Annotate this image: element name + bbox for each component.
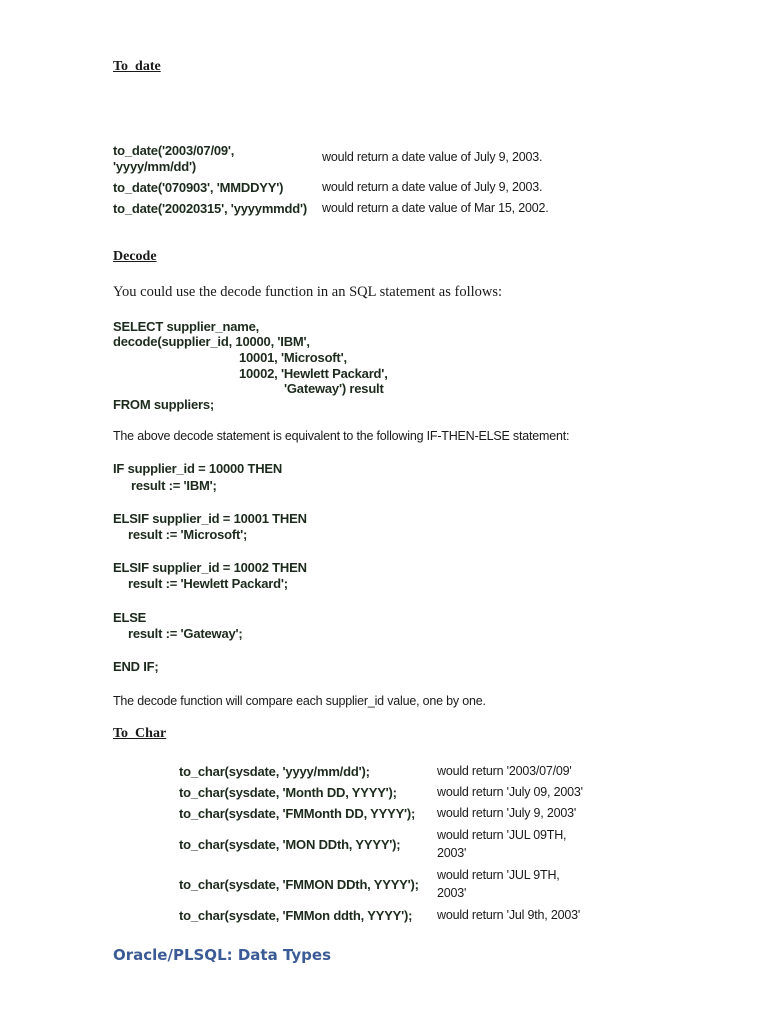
to-date-row-3-fn: to_date('20020315', 'yyyymmdd'): [113, 201, 308, 216]
to-date-row-3-result: would return a date value of Mar 15, 2002.: [322, 201, 549, 215]
to-date-row-1-fn-line2: 'yyyy/mm/dd'): [113, 159, 197, 174]
sql-line: 10002, 'Hewlett Packard',: [239, 366, 388, 381]
decode-heading: Decode: [113, 249, 157, 264]
to-char-row-6-result: would return 'Jul 9th, 2003': [437, 908, 581, 922]
sql-line: SELECT supplier_name,: [113, 319, 260, 334]
to-char-row-4-fn: to_char(sysdate, 'MON DDth, YYYY');: [179, 837, 401, 852]
sql-line: 10001, 'Microsoft',: [239, 350, 347, 365]
if-line: ELSE: [113, 610, 147, 625]
if-line: IF supplier_id = 10000 THEN: [113, 461, 283, 476]
if-line: END IF;: [113, 659, 159, 674]
to-date-row-1-result: would return a date value of July 9, 2003.: [322, 150, 543, 164]
to-char-row-1-fn: to_char(sysdate, 'yyyy/mm/dd');: [179, 764, 370, 779]
to-char-row-4-result-line1: would return 'JUL 09TH,: [437, 828, 567, 842]
to-date-heading: To_date: [113, 59, 161, 74]
to-char-heading: To_Char: [113, 726, 167, 741]
to-char-row-5-result-line2: 2003': [437, 886, 467, 900]
to-char-row-5-fn: to_char(sysdate, 'FMMON DDth, YYYY');: [179, 877, 419, 892]
if-line: result := 'Hewlett Packard';: [128, 576, 288, 591]
decode-equivalence-text: The above decode statement is equivalent to the following IF-THEN-ELSE statement:: [113, 429, 570, 443]
to-char-row-4-result-line2: 2003': [437, 846, 467, 860]
sql-line: 'Gateway') result: [284, 381, 384, 396]
to-char-row-3-result: would return 'July 9, 2003': [437, 806, 577, 820]
if-line: result := 'Gateway';: [128, 626, 243, 641]
to-date-row-2-fn: to_date('070903', 'MMDDYY'): [113, 180, 284, 195]
to-char-row-6-fn: to_char(sysdate, 'FMMon ddth, YYYY');: [179, 908, 413, 923]
if-line: result := 'IBM';: [131, 478, 217, 493]
if-line: ELSIF supplier_id = 10002 THEN: [113, 560, 307, 575]
to-date-row-2-result: would return a date value of July 9, 2003.: [322, 180, 543, 194]
to-char-row-1-result: would return '2003/07/09': [437, 764, 572, 778]
to-char-row-5-result-line1: would return 'JUL 9TH,: [437, 868, 560, 882]
to-char-row-2-fn: to_char(sysdate, 'Month DD, YYYY');: [179, 785, 397, 800]
decode-compare-text: The decode function will compare each supplier_id value, one by one.: [113, 694, 486, 708]
sql-line: decode(supplier_id, 10000, 'IBM',: [113, 334, 310, 349]
decode-intro-text: You could use the decode function in an SQL statement as follows:: [113, 284, 503, 300]
to-char-row-3-fn: to_char(sysdate, 'FMMonth DD, YYYY');: [179, 806, 416, 821]
data-types-heading: Oracle/PLSQL: Data Types: [113, 946, 331, 964]
if-line: ELSIF supplier_id = 10001 THEN: [113, 511, 307, 526]
if-line: result := 'Microsoft';: [128, 527, 248, 542]
sql-line: FROM suppliers;: [113, 397, 215, 412]
to-date-row-1-fn-line1: to_date('2003/07/09',: [113, 143, 235, 158]
to-char-row-2-result: would return 'July 09, 2003': [437, 785, 583, 799]
